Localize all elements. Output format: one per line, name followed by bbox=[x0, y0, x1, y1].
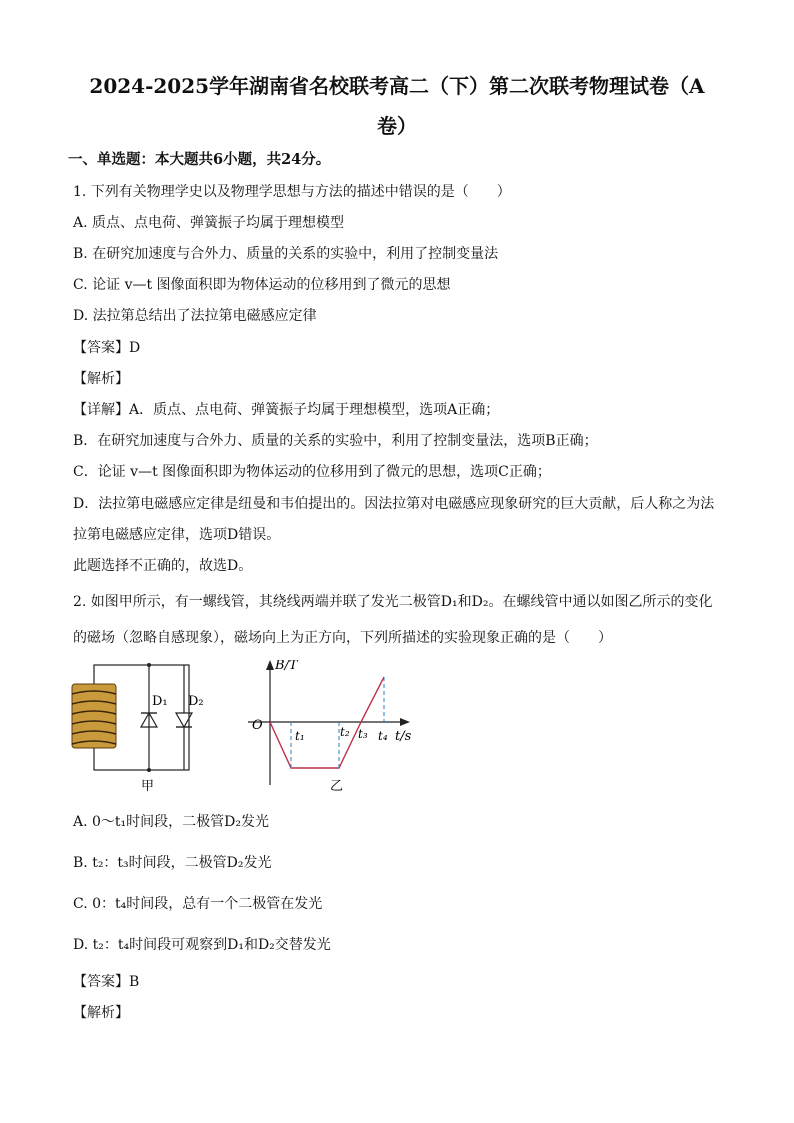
q1-detail-4: D．法拉第电磁感应定律是纽曼和韦伯提出的。因法拉第对电磁感应现象研究的巨大贡献，后人称之为法 bbox=[73, 496, 715, 512]
title-line-2: 卷） bbox=[377, 114, 417, 138]
q1-option-a: A. 质点、点电荷、弹簧振子均属于理想模型 bbox=[73, 215, 345, 231]
q2-stem-line-1: 2. 如图甲所示，有一螺线管，其绕线两端并联了发光二极管D₁和D₂。在螺线管中通以如图乙所示的变化 bbox=[73, 594, 713, 610]
q1-option-b: B. 在研究加速度与合外力、质量的关系的实验中，利用了控制变量法 bbox=[73, 246, 499, 262]
q2-option-c: C. 0：t₄时间段，总有一个二极管在发光 bbox=[73, 896, 323, 912]
q2-answer: 【答案】B bbox=[73, 974, 140, 990]
t3-label: t₃ bbox=[358, 727, 368, 741]
circuit-caption: 甲 bbox=[141, 779, 155, 794]
graph-caption: 乙 bbox=[330, 779, 344, 794]
q2-stem-line-2: 的磁场（忽略自感现象），磁场向上为正方向，下列所描述的实验现象正确的是（ ） bbox=[73, 630, 612, 646]
q2-option-a: A. 0～t₁时间段，二极管D₂发光 bbox=[73, 814, 269, 830]
t4-label: t₄ bbox=[378, 729, 388, 743]
circuit-diagram bbox=[72, 663, 204, 794]
q1-option-c: C. 论证 v—t 图像面积即为物体运动的位移用到了微元的思想 bbox=[73, 277, 451, 293]
q1-detail-2: B．在研究加速度与合外力、质量的关系的实验中，利用了控制变量法，选项B正确； bbox=[73, 433, 598, 449]
solenoid bbox=[72, 684, 116, 748]
title-line-1: 2024-2025学年湖南省名校联考高二（下）第二次联考物理试卷（A bbox=[89, 74, 705, 98]
document-title bbox=[60, 66, 734, 146]
q1-detail-6: 此题选择不正确的，故选D。 bbox=[73, 558, 253, 574]
q2-figure bbox=[68, 660, 418, 800]
q1-detail-3: C．论证 v—t 图像面积即为物体运动的位移用到了微元的思想，选项C正确； bbox=[73, 464, 551, 480]
b-t-graph bbox=[248, 660, 412, 794]
d1-label: D₁ bbox=[152, 694, 168, 709]
q1-stem: 1. 下列有关物理学史以及物理学思想与方法的描述中错误的是（ ） bbox=[73, 184, 511, 200]
y-axis-label: B/T bbox=[275, 660, 298, 673]
d2-label: D₂ bbox=[188, 694, 204, 709]
q1-answer: 【答案】D bbox=[73, 340, 141, 356]
q2-option-d: D. t₂：t₄时间段可观察到D₁和D₂交替发光 bbox=[73, 937, 331, 953]
x-axis-label: t/s bbox=[395, 729, 412, 744]
q1-analysis-label: 【解析】 bbox=[73, 371, 129, 387]
q1-detail-5: 拉第电磁感应定律，选项D错误。 bbox=[73, 527, 281, 543]
t1-label: t₁ bbox=[295, 729, 305, 743]
t2-label: t₂ bbox=[340, 725, 350, 739]
q2-analysis-label: 【解析】 bbox=[73, 1005, 129, 1021]
diode-d2 bbox=[176, 713, 192, 727]
q1-detail-1: 【详解】A．质点、点电荷、弹簧振子均属于理想模型，选项A正确； bbox=[73, 402, 500, 418]
q1-option-d: D. 法拉第总结出了法拉第电磁感应定律 bbox=[73, 308, 317, 324]
section-heading: 一、单选题：本大题共6小题，共24分。 bbox=[68, 151, 331, 168]
origin-label: O bbox=[252, 718, 263, 733]
q2-option-b: B. t₂：t₃时间段，二极管D₂发光 bbox=[73, 855, 272, 871]
